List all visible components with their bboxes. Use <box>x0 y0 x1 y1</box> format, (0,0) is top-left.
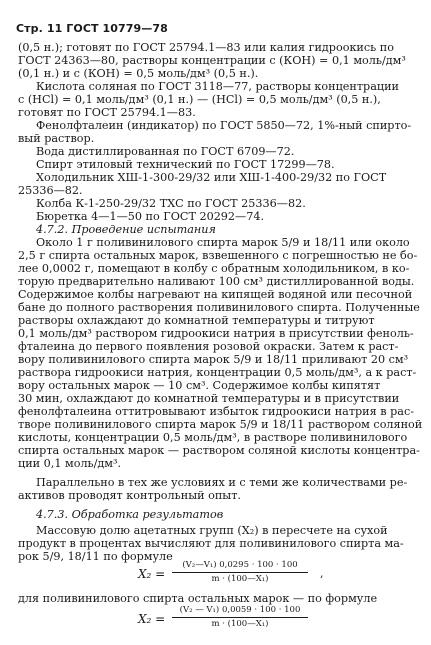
formula-lhs: X₂ = <box>138 567 166 581</box>
text-line: Фенолфталеин (индикатор) по ГОСТ 5850—72, 1%-ный спирто- <box>36 119 412 132</box>
text-line: творе поливинилового спирта марок 5/9 и 18/11 раствором соляной <box>18 418 423 431</box>
text-line: раствора гидроокиси натрия, концентрации 0,5 моль/дм³, а к раст- <box>18 366 417 379</box>
text-line: лее 0,0002 г, помещают в колбу с обратным холодильником, в ко- <box>18 262 410 275</box>
text-line: вору поливинилового спирта марок 5/9 и 18/11 приливают 20 см³ <box>18 353 409 366</box>
text-line: 0,1 моль/дм³ раствором гидроокиси натрия в присутствии феноль- <box>18 327 414 340</box>
text-line: фталеина до первого появления розовой окраски. Затем к раст- <box>18 340 399 353</box>
formula-lhs: X₂ = <box>138 612 166 626</box>
text-line: вору остальных марок — 10 см³. Содержимое колбы кипятят <box>18 379 381 392</box>
text-line: Бюретка 4—1—50 по ГОСТ 20292—74. <box>36 210 265 223</box>
formula-trail: , <box>320 567 324 580</box>
text-line: 30 мин, охлаждают до комнатной температуры и в присутствии <box>18 392 400 405</box>
text-line: Содержимое колбы нагревают на кипящей водяной или песочной <box>18 288 413 301</box>
text-line: c (HCl) = 0,1 моль/дм³ (0,1 н.) — (HCl) = 0,5 моль/дм³ (0,5 н.), <box>18 93 381 106</box>
formula-denominator: m · (100—X₁) <box>211 574 269 584</box>
formula-numerator: (V₂ — V₁) 0,0059 · 100 · 100 <box>179 605 301 615</box>
text-line: бане до полного растворения поливинилового спирта. Полученные <box>18 301 420 314</box>
text-line: ГОСТ 24363—80, растворы концентрации c (КОН) = 0,1 моль/дм³ <box>18 54 406 67</box>
text-line: Массовую долю ацетатных групп (X₂) в пересчете на сухой <box>36 524 388 537</box>
text-line: готовят по ГОСТ 25794.1—83. <box>18 106 196 119</box>
text-line: рок 5/9, 18/11 по формуле <box>18 550 173 563</box>
text-line: фенолфталеина оттитровывают избыток гидроокиси натрия в рас- <box>18 405 414 418</box>
fraction-bar <box>172 572 308 573</box>
text-line: 25336—82. <box>18 184 83 197</box>
text-line: продукт в процентах вычисляют для поливинилового спирта ма- <box>18 537 404 550</box>
fraction-bar <box>172 617 308 618</box>
section-heading: 4.7.3. Обработка результатов <box>36 508 224 521</box>
text-line: (0,1 н.) и c (КОН) = 0,5 моль/дм³ (0,5 н.). <box>18 67 259 80</box>
text-line: активов проводят контрольный опыт. <box>18 489 241 502</box>
text-line: Около 1 г поливинилового спирта марок 5/9 и 18/11 или около <box>36 236 410 249</box>
text-line: (0,5 н.); готовят по ГОСТ 25794.1—83 или калия гидроокись по <box>18 41 394 54</box>
text-line: ции 0,1 моль/дм³. <box>18 457 122 470</box>
text-line: 2,5 г спирта остальных марок, взвешенного с погрешностью не бо- <box>18 249 418 262</box>
text-line: Холодильник ХШ-1-300-29/32 или ХШ-1-400-29/32 по ГОСТ <box>36 171 387 184</box>
formula-denominator: m · (100—X₁) <box>211 619 269 629</box>
text-line: вый раствор. <box>18 132 95 145</box>
text-line: Спирт этиловый технический по ГОСТ 17299—78. <box>36 158 335 171</box>
text-line: растворы охлаждают до комнатной температуры и титруют <box>18 314 375 327</box>
text-line: Колба К-1-250-29/32 ТХС по ГОСТ 25336—82. <box>36 197 306 210</box>
section-heading: 4.7.2. Проведение испытания <box>36 223 216 236</box>
text-line: Вода дистиллированная по ГОСТ 6709—72. <box>36 145 295 158</box>
text-line: Кислота соляная по ГОСТ 3118—77, растворы концентрации <box>36 80 399 93</box>
text-line: спирта остальных марок — раствором соляной кислоты концентра- <box>18 444 420 457</box>
text-line: для поливинилового спирта остальных марок — по формуле <box>18 592 378 605</box>
text-line: кислоты, концентрации 0,5 моль/дм³, в растворе поливинилового <box>18 431 408 444</box>
formula-numerator: (V₂—V₁) 0,0295 · 100 · 100 <box>182 560 298 570</box>
text-line: Параллельно в тех же условиях и с теми же количествами ре- <box>36 476 408 489</box>
text-line: торую предварительно наливают 100 см³ дистиллированной воды. <box>18 275 415 288</box>
page-header: Стр. 11 ГОСТ 10779—78 <box>16 22 168 35</box>
